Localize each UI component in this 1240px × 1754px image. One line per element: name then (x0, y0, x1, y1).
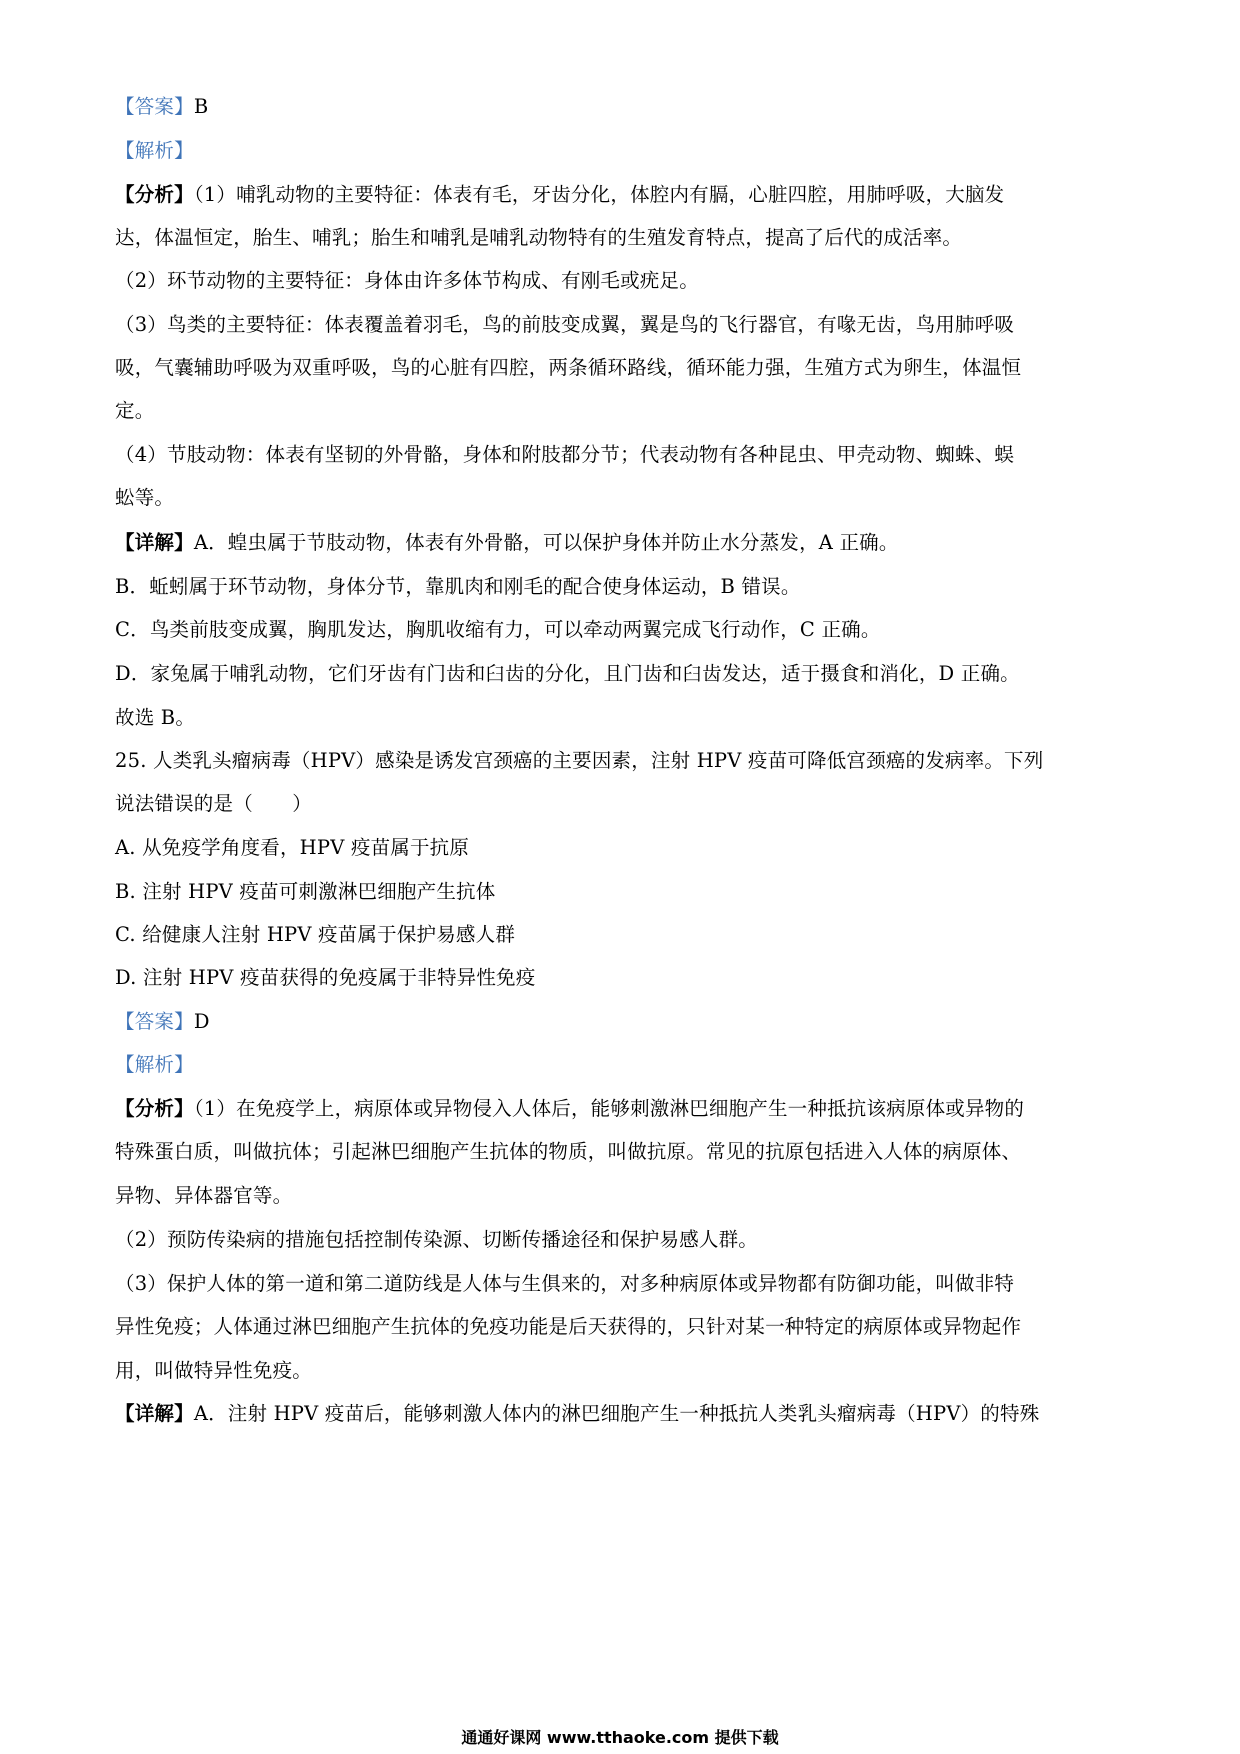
text-line (115, 1399, 1039, 1429)
text-line (115, 310, 1014, 340)
section-tag: 【答案】 (115, 1010, 194, 1033)
text-line (115, 136, 194, 166)
line-text: 达，体温恒定，胎生、哺乳；胎生和哺乳是哺乳动物特有的生殖发育特点，提高了后代的成活率。 (115, 226, 963, 249)
line-text: C. 给健康人注射 HPV 疫苗属于保护易感人群 (115, 923, 516, 946)
line-text: B (193, 95, 209, 118)
analysis-tag: 【分析】 (115, 1097, 194, 1120)
text-line (115, 528, 899, 558)
text-line (115, 1269, 1014, 1299)
text-line (115, 703, 195, 733)
line-text: （2）预防传染病的措施包括控制传染源、切断传播途径和保护易感人群。 (115, 1228, 759, 1251)
text-line (115, 1181, 292, 1211)
text-line (115, 963, 535, 993)
analysis-tag: 【分析】 (115, 183, 194, 206)
line-text: （4）节肢动物：体表有坚韧的外骨骼，身体和附肢都分节；代表动物有各种昆虫、甲壳动物、蜘蛛、蜈 (115, 443, 1015, 466)
text-line (115, 833, 469, 863)
line-text: （1）哺乳动物的主要特征：体表有毛，牙齿分化，体腔内有膈，心脏四腔，用肺呼吸，大脑发 (193, 183, 1005, 206)
line-text: A. 从免疫学角度看，HPV 疫苗属于抗原 (115, 836, 470, 859)
line-text: D. 注射 HPV 疫苗获得的免疫属于非特异性免疫 (115, 966, 536, 989)
line-text: 说法错误的是（ ） (115, 792, 313, 815)
text-line (115, 223, 962, 253)
text-line (115, 877, 495, 907)
line-text: （3）保护人体的第一道和第二道防线是人体与生俱来的，对多种病原体或异物都有防御功能，叫做非特 (115, 1272, 1015, 1295)
line-text: B．蚯蚓属于环节动物，身体分节，靠肌肉和刚毛的配合使身体运动，B 错误。 (115, 575, 801, 598)
line-text: 25. 人类乳头瘤病毒（HPV）感染是诱发宫颈癌的主要因素，注射 HPV 疫苗可降低宫颈癌的发病率。下列 (115, 749, 1044, 772)
line-text: 用，叫做特异性免疫。 (115, 1359, 313, 1382)
line-text: （1）在免疫学上，病原体或异物侵入人体后，能够刺激淋巴细胞产生一种抵抗该病原体或异物的 (193, 1097, 1025, 1120)
text-line (115, 1050, 194, 1080)
text-line (115, 353, 1021, 383)
text-line (115, 615, 881, 645)
page-footer: 通通好课网 www.tthaoke.com 提供下载 (461, 1728, 779, 1747)
section-tag: 【解析】 (115, 139, 194, 162)
analysis-tag: 【详解】 (115, 531, 194, 554)
line-text: D (193, 1010, 210, 1033)
line-text: 吸，气囊辅助呼吸为双重呼吸，鸟的心脏有四腔，两条循环路线，循环能力强，生殖方式为卵生，体温恒 (115, 356, 1022, 379)
line-text: 异物、异体器官等。 (115, 1184, 293, 1207)
text-line (115, 440, 1014, 470)
text-line (115, 746, 1043, 776)
text-line (115, 1356, 312, 1386)
text-line (115, 1225, 758, 1255)
line-text: D．家兔属于哺乳动物，它们牙齿有门齿和臼齿的分化，且门齿和臼齿发达，适于摄食和消化，D 正确。 (115, 662, 1020, 685)
text-line (115, 1137, 1021, 1167)
line-text: 故选 B。 (115, 706, 196, 729)
text-line (115, 483, 174, 513)
analysis-tag: 【详解】 (115, 1402, 194, 1425)
text-line (115, 1094, 1024, 1124)
line-text: B. 注射 HPV 疫苗可刺激淋巴细胞产生抗体 (115, 880, 496, 903)
line-text: 异性免疫；人体通过淋巴细胞产生抗体的免疫功能是后天获得的，只针对某一种特定的病原体或异物起作 (115, 1315, 1022, 1338)
line-text: C．鸟类前肢变成翼，胸肌发达，胸肌收缩有力，可以牵动两翼完成飞行动作，C 正确。 (115, 618, 881, 641)
line-text: 定。 (115, 399, 155, 422)
text-line (115, 572, 801, 602)
text-line (115, 92, 208, 122)
line-text: （3）鸟类的主要特征：体表覆盖着羽毛，鸟的前肢变成翼，翼是鸟的飞行器官，有喙无齿，鸟用肺呼吸 (115, 313, 1015, 336)
line-text: 特殊蛋白质，叫做抗体；引起淋巴细胞产生抗体的物质，叫做抗原。常见的抗原包括进入人体的病原体、 (115, 1140, 1022, 1163)
line-text: A．注射 HPV 疫苗后，能够刺激人体内的淋巴细胞产生一种抵抗人类乳头瘤病毒（HPV）的特殊 (193, 1402, 1040, 1425)
line-text: 蚣等。 (115, 486, 175, 509)
line-text: （2）环节动物的主要特征：身体由许多体节构成、有刚毛或疣足。 (115, 269, 699, 292)
text-line (115, 1312, 1021, 1342)
text-line (115, 180, 1004, 210)
text-line (115, 396, 154, 426)
text-line (115, 789, 312, 819)
section-tag: 【答案】 (115, 95, 194, 118)
text-line (115, 266, 699, 296)
text-line (115, 659, 1020, 689)
text-line (115, 1007, 210, 1037)
section-tag: 【解析】 (115, 1053, 194, 1076)
line-text: A．蝗虫属于节肢动物，体表有外骨骼，可以保护身体并防止水分蒸发，A 正确。 (193, 531, 899, 554)
text-line (115, 920, 515, 950)
